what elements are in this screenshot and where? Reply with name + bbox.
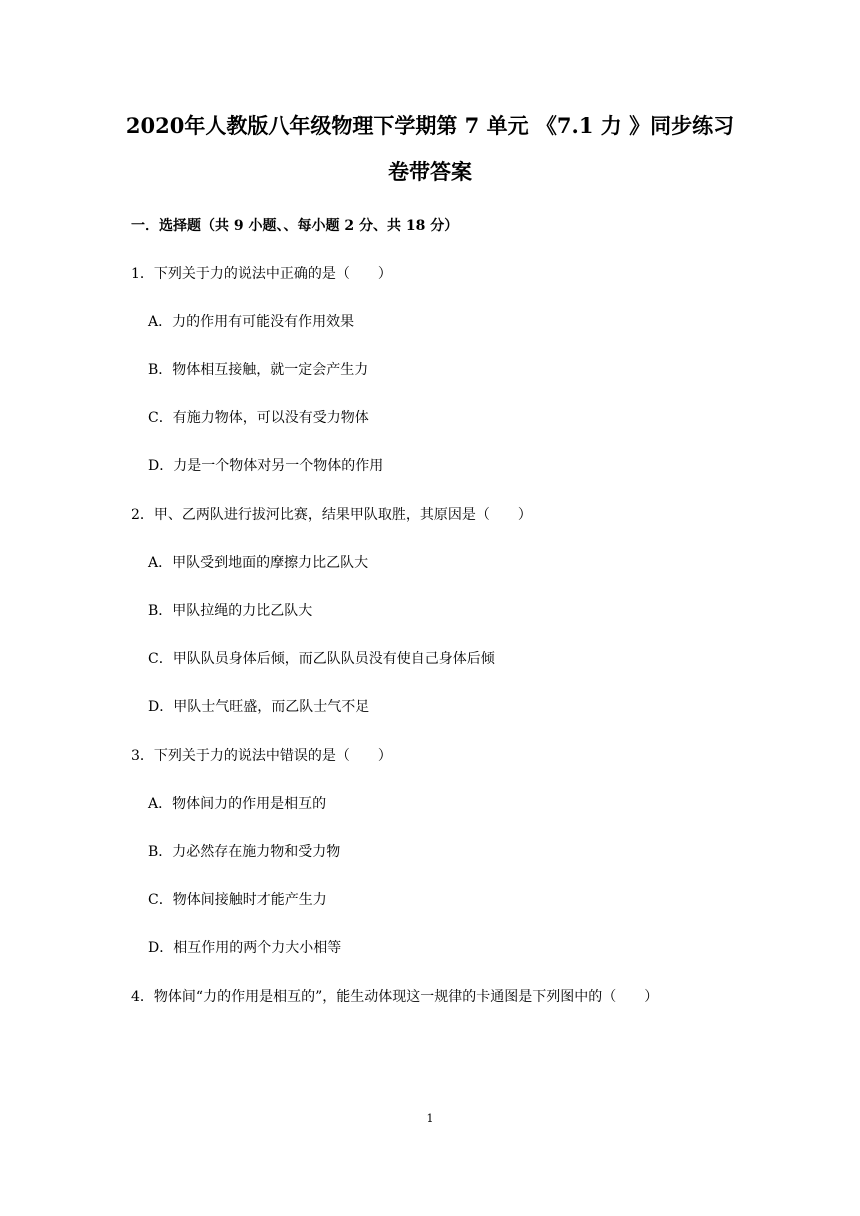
section-heading: 一．选择题（共 9 小题、、每小题 2 分、共 18 分） (131, 218, 459, 234)
question-3-stem: 3．下列关于力的说法中错误的是（ ） (131, 748, 392, 764)
question-1-option-b: B．物体相互接触，就一定会产生力 (148, 362, 369, 378)
question-3-option-d: D．相互作用的两个力大小相等 (148, 940, 342, 956)
question-1-option-c: C．有施力物体，可以没有受力物体 (148, 410, 369, 426)
question-2-option-d: D．甲队士气旺盛，而乙队士气不足 (148, 699, 370, 715)
question-2-stem: 2．甲、乙两队进行拔河比赛，结果甲队取胜，其原因是（ ） (131, 507, 532, 523)
question-2-option-c: C．甲队队员身体后倾，而乙队队员没有使自己身体后倾 (148, 651, 495, 667)
question-4-stem: 4．物体间“力的作用是相互的”，能生动体现这一规律的卡通图是下列图中的（ ） (131, 989, 659, 1005)
page-number: 1 (426, 1112, 434, 1125)
question-3-option-b: B．力必然存在施力物和受力物 (148, 844, 341, 860)
question-2-option-b: B．甲队拉绳的力比乙队大 (148, 603, 313, 619)
question-1-option-a: A．力的作用有可能没有作用效果 (148, 314, 355, 330)
question-1-stem: 1．下列关于力的说法中正确的是（ ） (131, 266, 392, 282)
question-1-option-d: D．力是一个物体对另一个物体的作用 (148, 458, 384, 474)
question-3-option-a: A．物体间力的作用是相互的 (148, 796, 327, 812)
document-title-line2: 卷带答案 (388, 159, 472, 184)
document-title-line1: 2020年人教版八年级物理下学期第 7 单元 《7.1 力 》同步练习 (125, 113, 735, 138)
question-2-option-a: A．甲队受到地面的摩擦力比乙队大 (148, 555, 369, 571)
question-3-option-c: C．物体间接触时才能产生力 (148, 892, 327, 908)
